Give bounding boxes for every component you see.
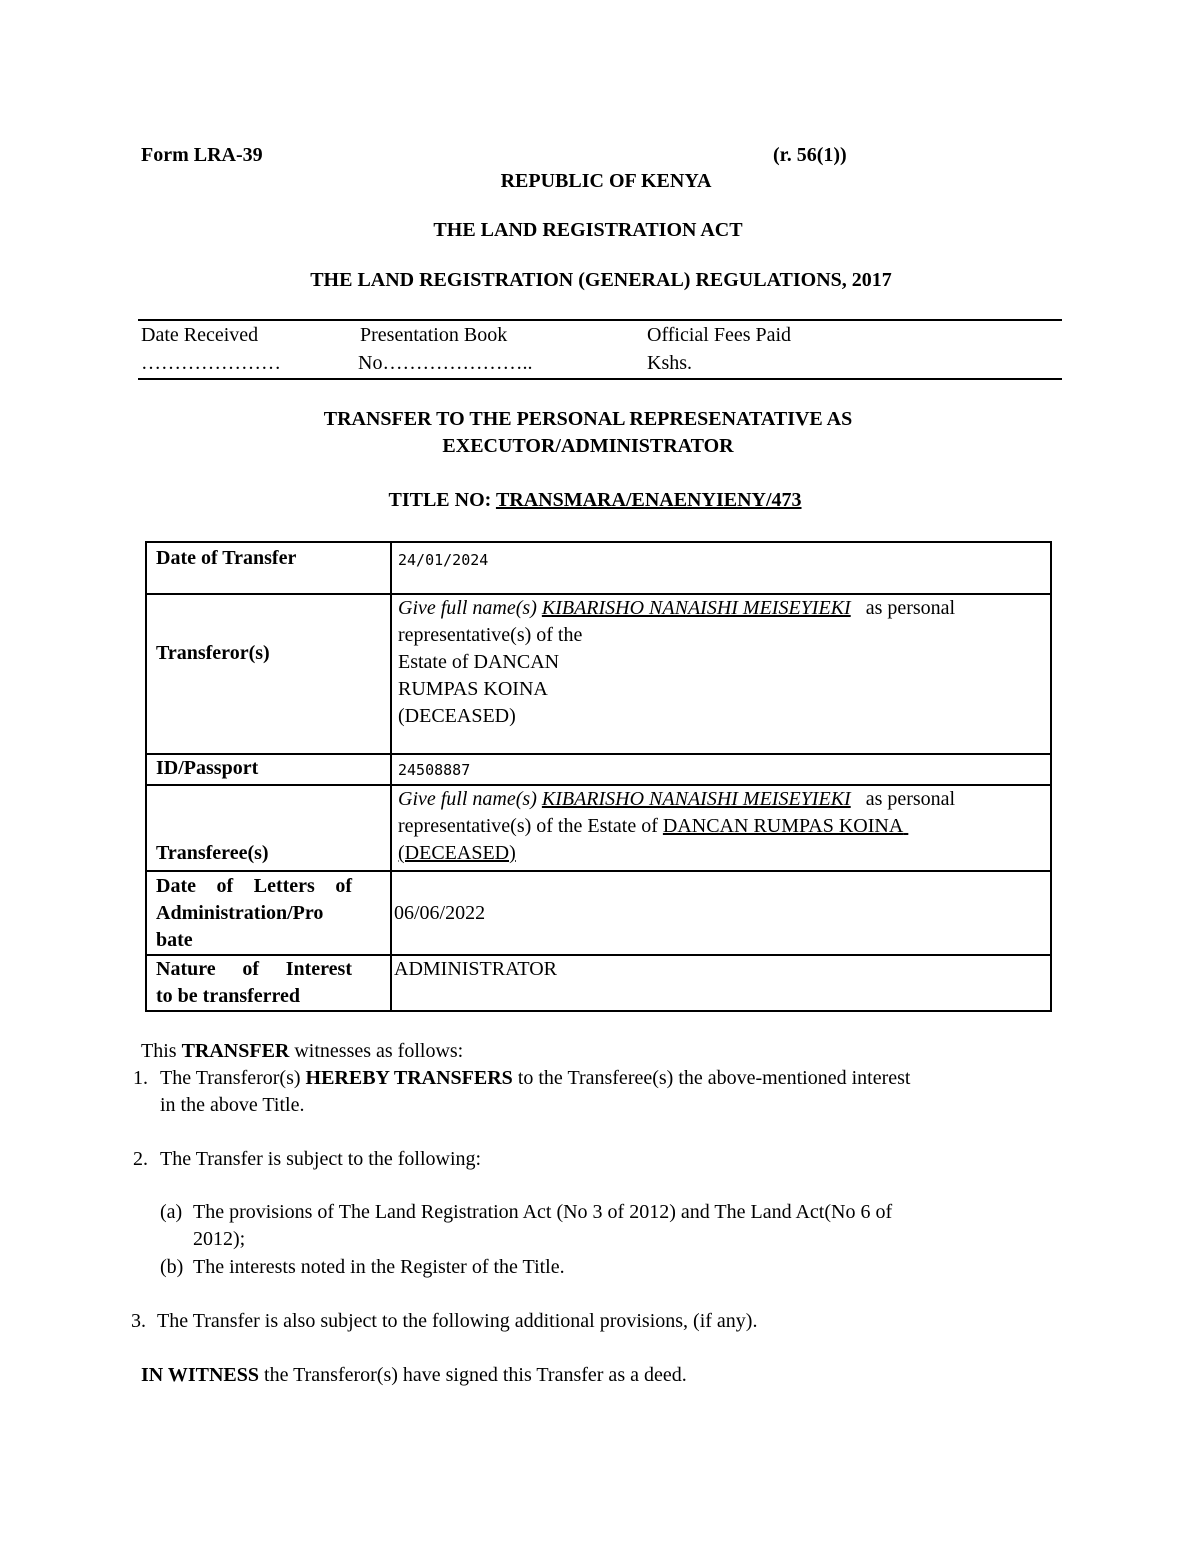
id-passport-value: 24508887 [391, 754, 1051, 785]
act-heading: THE LAND REGISTRATION ACT [433, 219, 743, 241]
id-passport-label: ID/Passport [146, 754, 391, 785]
presentation-book-label: Presentation Book [360, 324, 508, 346]
give-full-names-text: Give full name(s) [398, 788, 537, 810]
transferee-rep-text: representative(s) of the Estate of [398, 815, 658, 837]
clause-a-line1: The provisions of The Land Registration Act (No 3 of 2012) and The Land Act(No 6 of [193, 1201, 893, 1223]
transferor-deceased-name: RUMPAS KOINA [398, 678, 548, 700]
date-of-transfer-value: 24/01/2024 [391, 542, 1051, 594]
date-of-transfer-label: Date of Transfer [146, 542, 391, 594]
clause-1-line1: The Transferor(s) HEREBY TRANSFERS to the Transferee(s) the above-mentioned interest [160, 1067, 911, 1089]
divider-top [138, 319, 1062, 321]
transfer-details-table [145, 541, 1052, 1012]
date-received-label: Date Received [141, 324, 259, 346]
title-number: TRANSMARA/ENAENYIENY/473 [495, 489, 802, 511]
form-number: Form LRA-39 [141, 144, 263, 166]
table-row [146, 785, 1051, 871]
transferee-name: KIBARISHO NANAISHI MEISEYIEKI [541, 788, 851, 810]
document-title-line2: EXECUTOR/ADMINISTRATOR [442, 435, 734, 457]
nature-of-interest-label: Nature of Interest to be transferred [146, 955, 391, 1011]
regulations-heading: THE LAND REGISTRATION (GENERAL) REGULATIONS, 2017 [310, 269, 892, 291]
transferee-deceased-name: DANCAN RUMPAS KOINA [662, 815, 904, 837]
table-row [146, 955, 1051, 1011]
presentation-book-no: No………………….. [358, 352, 533, 374]
nature-of-interest-value: ADMINISTRATOR [391, 955, 1051, 1011]
divider-bottom [138, 378, 1062, 380]
table-row [146, 871, 1051, 955]
clause-3-text: The Transfer is also subject to the following additional provisions, (if any). [157, 1310, 758, 1332]
republic-heading: REPUBLIC OF KENYA [500, 170, 712, 192]
as-personal-text: as personal [865, 788, 956, 810]
transferor-label: Transferor(s) [146, 594, 391, 754]
give-full-names-text: Give full name(s) [398, 597, 537, 619]
table-row [146, 594, 1051, 754]
clause-a-line2: 2012); [193, 1228, 246, 1250]
rule-reference: (r. 56(1)) [773, 144, 847, 166]
clause-3-number: 3. [131, 1310, 146, 1332]
table-row [146, 542, 1051, 594]
document-title-line1: TRANSFER TO THE PERSONAL REPRESENATATIVE AS [323, 408, 853, 430]
as-personal-text: as personal [865, 597, 956, 619]
date-received-dots: ………………… [141, 352, 281, 374]
transferor-deceased-text: (DECEASED) [398, 705, 516, 727]
table-row [146, 754, 1051, 785]
fees-currency: Kshs. [647, 352, 693, 374]
transferee-label: Transferee(s) [146, 785, 391, 871]
in-witness-line: IN WITNESS the Transferor(s) have signed this Transfer as a deed. [141, 1364, 687, 1386]
clause-a-number: (a) [160, 1201, 183, 1223]
clause-b-text: The interests noted in the Register of the Title. [193, 1256, 565, 1278]
title-number-label: TITLE NO: [388, 489, 492, 511]
letters-of-administration-label: Date of Letters of Administration/Pro bate [146, 871, 391, 955]
transferee-value [391, 785, 1051, 871]
clause-2-text: The Transfer is subject to the following: [160, 1148, 482, 1170]
clause-2-number: 2. [133, 1148, 148, 1170]
transferee-deceased-text: (DECEASED) [398, 842, 516, 864]
witnesses-intro: This TRANSFER witnesses as follows: [141, 1040, 464, 1062]
transferor-estate-text: Estate of DANCAN [398, 651, 560, 673]
transferor-rep-text: representative(s) of the [398, 624, 583, 646]
transferor-name: KIBARISHO NANAISHI MEISEYIEKI [541, 597, 851, 619]
title-number-line [0, 489, 1190, 512]
letters-of-administration-value: 06/06/2022 [391, 871, 1051, 955]
clause-1-number: 1. [133, 1067, 148, 1089]
transferor-value [391, 594, 1051, 754]
clause-1-line2: in the above Title. [160, 1094, 305, 1116]
clause-b-number: (b) [160, 1256, 184, 1278]
official-fees-label: Official Fees Paid [647, 324, 792, 346]
